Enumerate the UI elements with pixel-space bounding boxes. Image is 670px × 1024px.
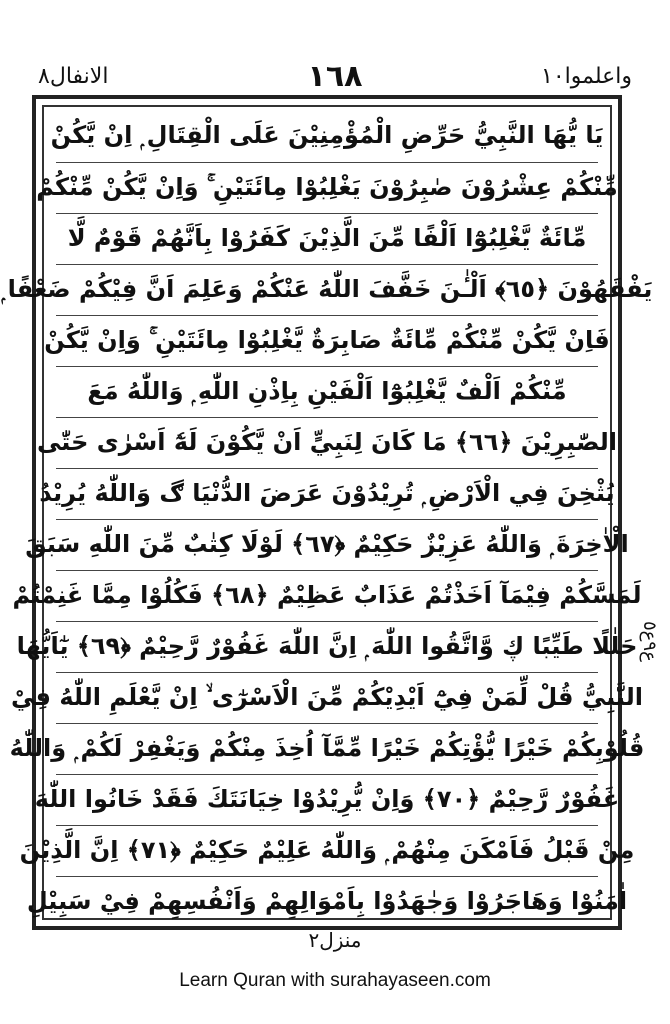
text-line-10: لَمَسَّكُمْ فِيْمَآ اَخَذْتُمْ عَذَابٌ عَظِيْمٌ ﴿٦٨﴾ فَكُلُوْا مِمَّا غَنِمْتُمْ xyxy=(12,581,642,609)
page-number: ١٦٨ xyxy=(307,58,363,94)
text-line-6: مِّنْكُمْ اَلْفٌ يَّغْلِبُوْٓا اَلْفَيْنِ بِاِذْنِ اللّٰهِ ۭ وَاللّٰهُ مَعَ xyxy=(87,377,567,405)
site-credit: Learn Quran with surahayaseen.com xyxy=(179,970,491,991)
text-line-7: الصّٰبِرِيْنَ ﴿٦٦﴾ مَا كَانَ لِنَبِيٍّ اَنْ يَّكُوْنَ لَهٗٓ اَسْرٰى حَتّٰى xyxy=(37,428,617,456)
manzil-label: منزل٢ xyxy=(308,928,362,952)
text-line-12: النَّبِيُّ قُلْ لِّمَنْ فِيْٓ اَيْدِيْكُمْ مِّنَ الْاَسْرٰٓى ۙ اِنْ يَّعْلَمِ اللّٰهُ فِيْ xyxy=(11,683,643,711)
text-line-8: يُثْخِنَ فِي الْاَرْضِ ۭ تُرِيْدُوْنَ عَرَضَ الدُّنْيَا ڰ وَاللّٰهُ يُرِيْدُ xyxy=(39,479,615,507)
text-line-11: حَلٰلًا طَيِّبًا ڮ وَّاتَّقُوا اللّٰهَ ۭ اِنَّ اللّٰهَ غَفُوْرٌ رَّحِيْمٌ ﴿٦٩﴾ يٰٓاَيُّهَا xyxy=(16,632,638,660)
text-line-13: قُلُوْبِكُمْ خَيْرًا يُّؤْتِكُمْ خَيْرًا مِّمَّآ اُخِذَ مِنْكُمْ وَيَغْفِرْ لَكُمْ ۭ وَاللّٰهُ xyxy=(9,734,645,762)
juz-label: واعلموا١٠ xyxy=(541,63,632,89)
text-line-1: يَا يُّهَا النَّبِيُّ حَرِّضِ الْمُؤْمِنِيْنَ عَلَى الْقِتَالِ ۭ اِنْ يَّكُنْ xyxy=(50,121,604,149)
text-line-9: الْاٰخِرَةَ ۭ وَاللّٰهُ عَزِيْزٌ حَكِيْمٌ ﴿٦٧﴾ لَوْلَا كِتٰبٌ مِّنَ اللّٰهِ سَبَقَ xyxy=(25,530,629,558)
text-line-16: اٰمَنُوْا وَهَاجَرُوْا وَجٰهَدُوْا بِاَمْوَالِهِمْ وَاَنْفُسِهِمْ فِيْ سَبِيْلِ xyxy=(26,887,628,915)
text-line-3: مِّائَةٌ يَّغْلِبُوْٓا اَلْفًا مِّنَ الَّذِيْنَ كَفَرُوْا بِاَنَّهُمْ قَوْمٌ لَّا xyxy=(67,224,587,252)
text-line-14: غَفُوْرٌ رَّحِيْمٌ ﴿٧٠﴾ وَاِنْ يُّرِيْدُوْا خِيَانَتَكَ فَقَدْ خَانُوا اللّٰهَ xyxy=(34,785,620,813)
text-line-5: فَاِنْ يَّكُنْ مِّنْكُمْ مِّائَةٌ صَابِرَةٌ يَّغْلِبُوْا مِائَتَيْنِ ۚ وَاِنْ يَّكُنْ xyxy=(44,326,610,354)
surah-label: الانفال٨ xyxy=(38,63,109,89)
text-line-4: يَفْقَهُوْنَ ﴿٦٥﴾ اَلْـٰٔنَ خَفَّفَ اللّٰهُ عَنْكُمْ وَعَلِمَ اَنَّ فِيْكُمْ ضَعْفًا ۭ xyxy=(1,275,653,303)
text-line-2: مِّنْكُمْ عِشْرُوْنَ صٰبِرُوْنَ يَغْلِبُوْا مِائَتَيْنِ ۚ وَاِنْ يَّكُنْ مِّنْكُمْ xyxy=(36,173,618,201)
text-line-15: مِنْ قَبْلُ فَاَمْكَنَ مِنْهُمْ ۭ وَاللّٰهُ عَلِيْمٌ حَكِيْمٌ ﴿٧١﴾ اِنَّ الَّذِيْنَ xyxy=(19,836,635,864)
ruku-marker: ع٩ع٥ xyxy=(639,620,660,662)
